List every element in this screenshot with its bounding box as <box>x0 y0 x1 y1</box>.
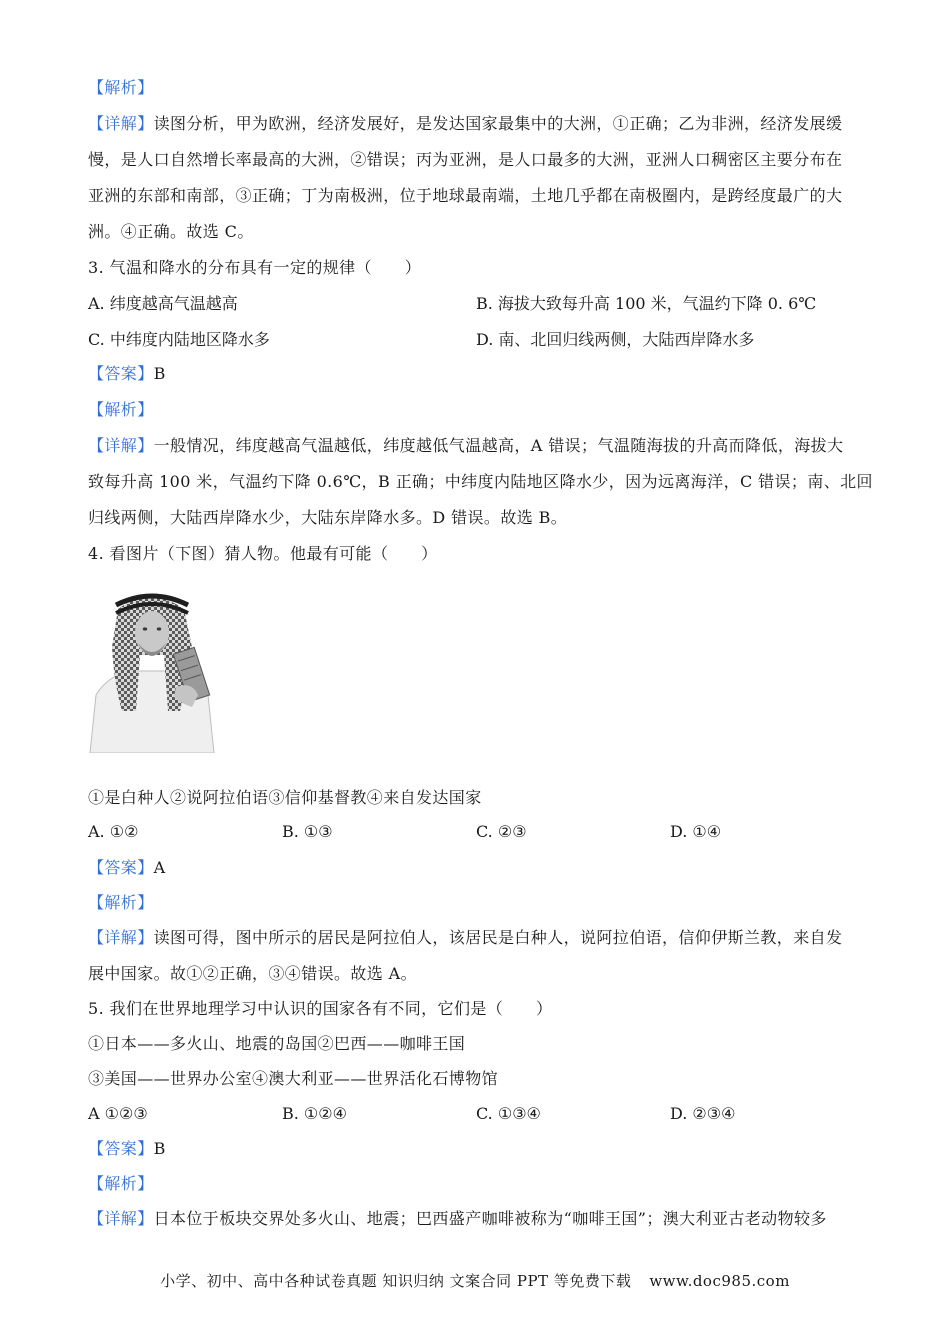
option-b: B. 海拔大致每升高 100 米，气温约下降 0. 6℃ <box>476 294 817 313</box>
detail-line: 【详解】读图可得，图中所示的居民是阿拉伯人，该居民是白种人，说阿拉伯语，信仰伊斯兰教，来自发 <box>88 928 843 947</box>
answer-line: 【答案】B <box>88 364 166 383</box>
option-d: D. ①④ <box>670 822 722 841</box>
option-a: A. ①② <box>88 822 139 841</box>
analysis-tag: 【解析】 <box>88 400 154 419</box>
detail-line: 展中国家。故①②正确，③④错误。故选 A。 <box>88 964 418 983</box>
answer-line: 【答案】A <box>88 858 166 877</box>
statements: ①是白种人②说阿拉伯语③信仰基督教④来自发达国家 <box>88 788 482 807</box>
detail-line: 慢，是人口自然增长率最高的大洲，②错误；丙为亚洲，是人口最多的大洲，亚洲人口稠密区主要分布在 <box>88 150 843 169</box>
statements: ①日本——多火山、地震的岛国②巴西——咖啡王国 <box>88 1034 466 1053</box>
page-footer <box>0 1270 950 1291</box>
option-a: A. 纬度越高气温越高 <box>88 294 238 313</box>
footer-text: 小学、初中、高中各种试卷真题 知识归纳 文案合同 PPT 等免费下载 <box>160 1272 632 1290</box>
option-d: D. ②③④ <box>670 1104 736 1123</box>
option-c: C. 中纬度内陆地区降水多 <box>88 330 270 349</box>
detail-line: 洲。④正确。故选 C。 <box>88 222 254 241</box>
analysis-tag: 【解析】 <box>88 1174 154 1193</box>
arab-man-image <box>88 583 216 753</box>
detail-line: 亚洲的东部和南部，③正确；丁为南极洲，位于地球最南端，土地几乎都在南极圈内，是跨经度最广的大 <box>88 186 843 205</box>
analysis-tag: 【解析】 <box>88 893 154 912</box>
option-c: C. ②③ <box>476 822 527 841</box>
option-b: B. ①②④ <box>282 1104 347 1123</box>
option-c: C. ①③④ <box>476 1104 541 1123</box>
option-d: D. 南、北回归线两侧，大陆西岸降水多 <box>476 330 755 349</box>
detail-line: 【详解】读图分析，甲为欧洲，经济发展好，是发达国家最集中的大洲，①正确；乙为非洲，经济发展缓 <box>88 114 843 133</box>
detail-line: 【详解】一般情况，纬度越高气温越低，纬度越低气温越高，A 错误；气温随海拔的升高而降低，海拔大 <box>88 436 844 455</box>
question-stem: 5. 我们在世界地理学习中认识的国家各有不同，它们是（ ） <box>88 999 553 1018</box>
answer-line: 【答案】B <box>88 1139 166 1158</box>
question-stem: 4. 看图片（下图）猜人物。他最有可能（ ） <box>88 544 438 563</box>
detail-line: 归线两侧，大陆西岸降水少，大陆东岸降水多。D 错误。故选 B。 <box>88 508 568 527</box>
analysis-tag: 【解析】 <box>88 78 154 97</box>
statements: ③美国——世界办公室④澳大利亚——世界活化石博物馆 <box>88 1069 499 1088</box>
option-b: B. ①③ <box>282 822 333 841</box>
question-stem: 3. 气温和降水的分布具有一定的规律（ ） <box>88 258 422 277</box>
footer-url[interactable]: www.doc985.com <box>649 1272 790 1290</box>
detail-line: 致每升高 100 米，气温约下降 0.6℃，B 正确；中纬度内陆地区降水少，因为远离海洋，C 错误；南、北回 <box>88 472 873 491</box>
option-a: A ①②③ <box>88 1104 148 1123</box>
detail-line: 【详解】日本位于板块交界处多火山、地震；巴西盛产咖啡被称为“咖啡王国”；澳大利亚古老动物较多 <box>88 1209 827 1228</box>
